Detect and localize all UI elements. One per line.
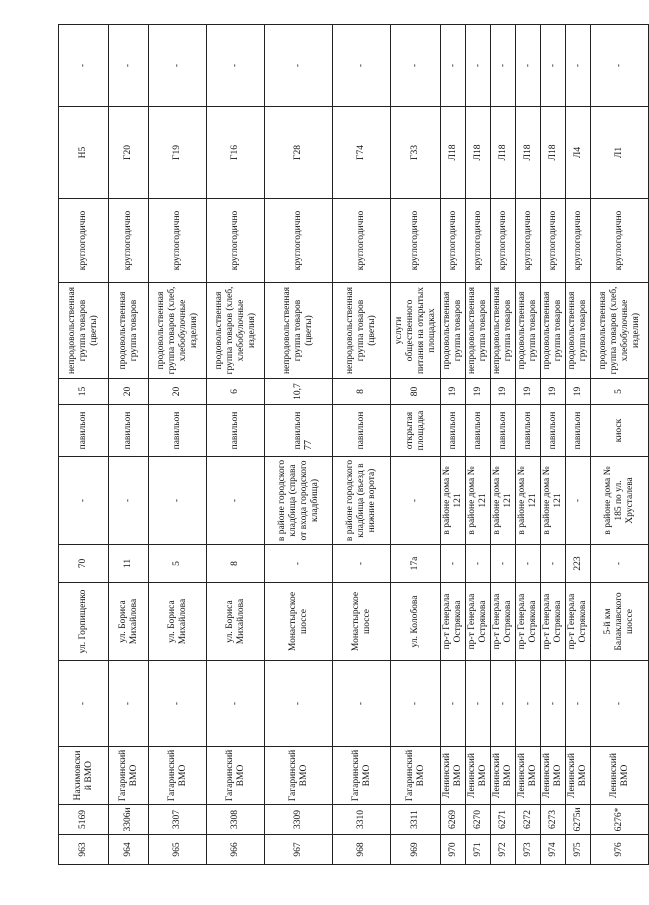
table-cell: -: [516, 545, 541, 583]
table-cell: -: [441, 661, 466, 747]
table-cell: Н5: [59, 107, 109, 199]
table-cell: -: [591, 545, 649, 583]
table-cell: 965: [149, 835, 207, 865]
table-cell: -: [466, 661, 491, 747]
table-cell: Г74: [333, 107, 391, 199]
table-cell: 6273: [541, 805, 566, 835]
table-cell: продовольственная группа товаров (хлеб, хлебобулочные изделия): [591, 283, 649, 379]
table-cell: -: [59, 25, 109, 107]
table-cell: павильон: [516, 405, 541, 457]
table-cell: в районе дома № 185 по ул. Хрусталева: [591, 457, 649, 545]
table-cell: Гагаринский ВМО: [109, 747, 149, 805]
table-cell: -: [109, 457, 149, 545]
table-cell: 19: [566, 379, 591, 405]
table-row: [591, 25, 649, 865]
table-cell: павильон: [207, 405, 265, 457]
table-cell: -: [516, 661, 541, 747]
table-rotator: [58, 25, 641, 865]
table-cell: -: [591, 661, 649, 747]
table-cell: Л18: [466, 107, 491, 199]
table-cell: 223: [566, 545, 591, 583]
table-cell: 975: [566, 835, 591, 865]
table-cell: 967: [265, 835, 333, 865]
table-cell: павильон: [333, 405, 391, 457]
table-cell: Л18: [441, 107, 466, 199]
table-cell: ул. Колобова: [391, 583, 441, 661]
table-cell: продовольственная группа товаров (хлеб, хлебобулочные изделия): [207, 283, 265, 379]
table-cell: -: [265, 661, 333, 747]
table-cell: открытая площадка: [391, 405, 441, 457]
table-cell: 972: [491, 835, 516, 865]
table-cell: непродовольственная группа товаров: [491, 283, 516, 379]
table-cell: 968: [333, 835, 391, 865]
table-cell: -: [466, 25, 491, 107]
table-cell: 6275и: [566, 805, 591, 835]
table-cell: 20: [109, 379, 149, 405]
table-cell: павильон: [59, 405, 109, 457]
table-cell: -: [441, 545, 466, 583]
table-cell: пр-т Генерала Острякова: [541, 583, 566, 661]
table-row: [149, 25, 207, 865]
table-cell: -: [149, 661, 207, 747]
table-cell: 19: [491, 379, 516, 405]
table-cell: Ленинский ВМО: [516, 747, 541, 805]
table-cell: в районе дома № 121: [491, 457, 516, 545]
table-row: [541, 25, 566, 865]
table-cell: 19: [466, 379, 491, 405]
table-cell: 19: [541, 379, 566, 405]
table-cell: 19: [516, 379, 541, 405]
table-cell: круглогодично: [491, 199, 516, 283]
table-cell: -: [516, 25, 541, 107]
table-cell: 6270: [466, 805, 491, 835]
table-cell: Ленинский ВМО: [491, 747, 516, 805]
table-cell: 6276*: [591, 805, 649, 835]
table-cell: Ленинский ВМО: [441, 747, 466, 805]
table-cell: 15: [59, 379, 109, 405]
table-cell: Г19: [149, 107, 207, 199]
table-cell: павильон: [265, 405, 333, 457]
table-row: [466, 25, 491, 865]
table-cell: -: [491, 25, 516, 107]
table-cell: -: [541, 661, 566, 747]
table-cell: Нахимовский ВМО: [59, 747, 109, 805]
table-cell: пр-т Генерала Острякова: [466, 583, 491, 661]
table-cell: киоск: [591, 405, 649, 457]
table-cell: 3307: [149, 805, 207, 835]
table-cell: -: [541, 25, 566, 107]
table-cell: павильон: [466, 405, 491, 457]
table-cell: Г16: [207, 107, 265, 199]
table-cell: круглогодично: [391, 199, 441, 283]
table-cell: -: [566, 25, 591, 107]
table-cell: 5-й км Балаклавского шоссе: [591, 583, 649, 661]
table-cell: -: [265, 25, 333, 107]
table-cell: 966: [207, 835, 265, 865]
table-row: [566, 25, 591, 865]
table-cell: 6272: [516, 805, 541, 835]
table-cell: Гагаринский ВМО: [207, 747, 265, 805]
table-row: [391, 25, 441, 865]
table-cell: продовольственная группа товаров: [516, 283, 541, 379]
table-cell: -: [391, 661, 441, 747]
table-cell: круглогодично: [59, 199, 109, 283]
table-cell: 20: [149, 379, 207, 405]
table-cell: Ленинский ВМО: [566, 747, 591, 805]
table-cell: павильон: [491, 405, 516, 457]
table-cell: павильон: [441, 405, 466, 457]
table-row: [516, 25, 541, 865]
table-cell: -: [109, 661, 149, 747]
table-cell: 963: [59, 835, 109, 865]
table-cell: 10,7: [265, 379, 333, 405]
table-cell: продовольственная группа товаров: [541, 283, 566, 379]
table-cell: в районе дома № 121: [466, 457, 491, 545]
table-cell: Гагаринский ВМО: [265, 747, 333, 805]
table-cell: круглогодично: [441, 199, 466, 283]
table-cell: непродовольственная группа товаров (цветы): [265, 283, 333, 379]
table-cell: -: [59, 457, 109, 545]
table-cell: в районе дома № 121: [516, 457, 541, 545]
table-cell: 976: [591, 835, 649, 865]
table-row: [491, 25, 516, 865]
table-cell: Л18: [516, 107, 541, 199]
table-cell: -: [207, 457, 265, 545]
table-cell: 11: [109, 545, 149, 583]
table-cell: -: [566, 457, 591, 545]
table-cell: 970: [441, 835, 466, 865]
table-cell: услуги общественного питания на открытых площадках: [391, 283, 441, 379]
table-row: [333, 25, 391, 865]
table-cell: круглогодично: [149, 199, 207, 283]
table-cell: 973: [516, 835, 541, 865]
table-cell: ул. Бориса Михайлова: [207, 583, 265, 661]
table-cell: ул. Горпищенко: [59, 583, 109, 661]
table-cell: Гагаринский ВМО: [333, 747, 391, 805]
table-cell: -: [491, 661, 516, 747]
table-cell: круглогодично: [265, 199, 333, 283]
table-row: [59, 25, 109, 865]
table-cell: круглогодично: [109, 199, 149, 283]
table-cell: круглогодично: [566, 199, 591, 283]
table-cell: в районе дома № 121: [541, 457, 566, 545]
table-row: [441, 25, 466, 865]
table-cell: 19: [441, 379, 466, 405]
table-cell: 6271: [491, 805, 516, 835]
table-cell: 70: [59, 545, 109, 583]
table-cell: 8: [207, 545, 265, 583]
table-cell: 5169: [59, 805, 109, 835]
table-cell: Л18: [541, 107, 566, 199]
table-cell: в районе городского кладбища (въезд в нижние ворота): [333, 457, 391, 545]
table-cell: 974: [541, 835, 566, 865]
table-cell: круглогодично: [466, 199, 491, 283]
table-cell: Монастырское шоссе: [265, 583, 333, 661]
table-cell: круглогодично: [591, 199, 649, 283]
table-cell: павильон: [149, 405, 207, 457]
table-cell: павильон: [566, 405, 591, 457]
table-cell: -: [566, 661, 591, 747]
table-cell: -: [333, 661, 391, 747]
table-cell: -: [207, 25, 265, 107]
table-cell: 964: [109, 835, 149, 865]
table-cell: Л1: [591, 107, 649, 199]
table-cell: Ленинский ВМО: [541, 747, 566, 805]
table-cell: -: [333, 545, 391, 583]
table-cell: павильон: [109, 405, 149, 457]
table-cell: Г33: [391, 107, 441, 199]
table-cell: продовольственная группа товаров: [109, 283, 149, 379]
table-cell: Л18: [491, 107, 516, 199]
table-cell: 6269: [441, 805, 466, 835]
table-cell: Гагаринский ВМО: [149, 747, 207, 805]
table-cell: 80: [391, 379, 441, 405]
table-cell: -: [333, 25, 391, 107]
table-cell: Монастырское шоссе: [333, 583, 391, 661]
table-cell: круглогодично: [516, 199, 541, 283]
table-cell: павильон: [541, 405, 566, 457]
table-cell: пр-т Генерала Острякова: [441, 583, 466, 661]
table-cell: Г20: [109, 107, 149, 199]
table-cell: -: [59, 661, 109, 747]
table-cell: 6: [207, 379, 265, 405]
table-cell: -: [391, 457, 441, 545]
page-number: 77: [303, 440, 314, 450]
table-cell: круглогодично: [541, 199, 566, 283]
table-cell: Л4: [566, 107, 591, 199]
table-cell: -: [541, 545, 566, 583]
registry-table: [58, 24, 649, 865]
table-cell: продовольственная группа товаров (хлеб, хлебобулочные изделия): [149, 283, 207, 379]
table-cell: в районе дома № 121: [441, 457, 466, 545]
table-cell: -: [591, 25, 649, 107]
table-cell: -: [491, 545, 516, 583]
table-cell: ул. Бориса Михайлова: [109, 583, 149, 661]
table-cell: 971: [466, 835, 491, 865]
table-row: [265, 25, 333, 865]
table-cell: -: [149, 25, 207, 107]
table-cell: непродовольственная группа товаров: [466, 283, 491, 379]
table-cell: 3310: [333, 805, 391, 835]
table-cell: -: [466, 545, 491, 583]
table-cell: продовольственная группа товаров: [566, 283, 591, 379]
table-cell: -: [109, 25, 149, 107]
table-cell: пр-т Генерала Острякова: [566, 583, 591, 661]
table-cell: 3306и: [109, 805, 149, 835]
table-cell: в районе городского кладбища (справа от входа городского кладбища): [265, 457, 333, 545]
table-cell: непродовольственная группа товаров (цветы): [333, 283, 391, 379]
table-cell: -: [441, 25, 466, 107]
table-row: [109, 25, 149, 865]
table-cell: Ленинский ВМО: [466, 747, 491, 805]
table-cell: 17а: [391, 545, 441, 583]
table-cell: ул. Бориса Михайлова: [149, 583, 207, 661]
table-cell: Гагаринский ВМО: [391, 747, 441, 805]
table-cell: 3308: [207, 805, 265, 835]
table-cell: -: [265, 545, 333, 583]
table-cell: Г28: [265, 107, 333, 199]
table-cell: 969: [391, 835, 441, 865]
table-cell: 3309: [265, 805, 333, 835]
table-cell: пр-т Генерала Острякова: [516, 583, 541, 661]
table-cell: непродовольственная группа товаров (цветы): [59, 283, 109, 379]
table-cell: -: [207, 661, 265, 747]
table-cell: Ленинский ВМО: [591, 747, 649, 805]
table-cell: 3311: [391, 805, 441, 835]
table-cell: -: [391, 25, 441, 107]
table-cell: 8: [333, 379, 391, 405]
table-cell: -: [149, 457, 207, 545]
table-cell: продовольственная группа товаров: [441, 283, 466, 379]
table-cell: 5: [149, 545, 207, 583]
table-cell: круглогодично: [207, 199, 265, 283]
table-row: [207, 25, 265, 865]
table-cell: 5: [591, 379, 649, 405]
table-cell: круглогодично: [333, 199, 391, 283]
table-cell: пр-т Генерала Острякова: [491, 583, 516, 661]
